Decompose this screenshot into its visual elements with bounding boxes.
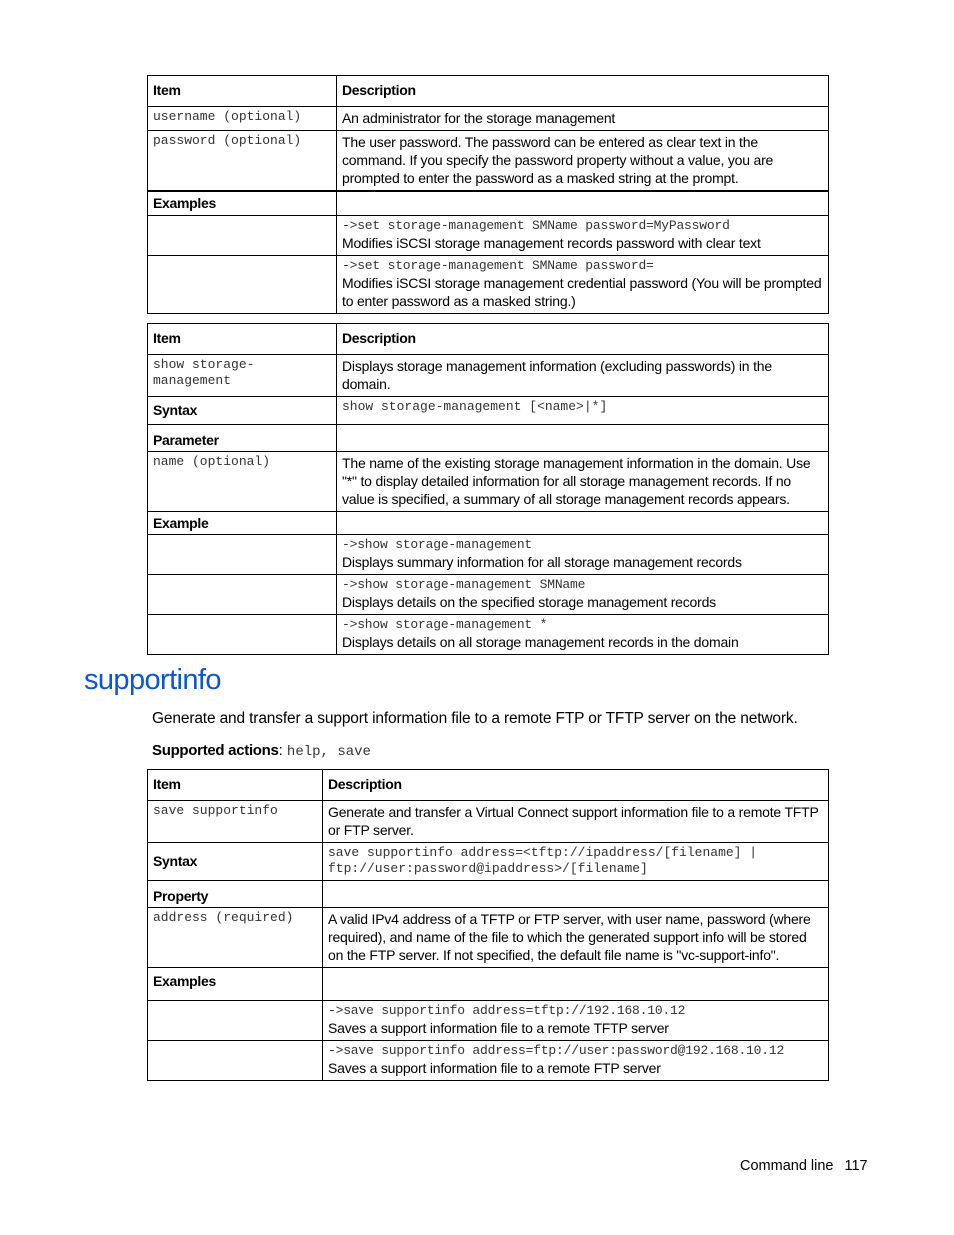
supported-actions-separator: :	[278, 742, 283, 759]
syntax-label: Syntax	[148, 843, 323, 881]
command-name: save supportinfo	[148, 801, 323, 843]
supported-actions-label: Supported actions	[152, 742, 279, 759]
example-description: Displays summary information for all storage management records	[342, 554, 742, 570]
table-row	[148, 801, 829, 843]
table-header-row	[148, 76, 829, 107]
example-row	[148, 216, 829, 256]
example-command: ->set storage-management SMName password=MyPassword	[342, 218, 730, 233]
examples-label: Examples	[148, 191, 337, 216]
parameter-name: name (optional)	[148, 452, 337, 512]
example-command: ->show storage-management *	[342, 617, 548, 632]
example-command: ->show storage-management	[342, 537, 533, 552]
page-footer	[740, 1158, 868, 1174]
example-command: ->set storage-management SMName password=	[342, 258, 654, 273]
supported-actions-value: help, save	[286, 744, 371, 760]
examples-label-row	[148, 968, 829, 1001]
property-password-description: The user password. The password can be entered as clear text in the command. If you specify the password property without a value, you are prompted to enter the password as a masked string at the prompt.	[337, 131, 829, 192]
supportinfo-table	[147, 769, 829, 1081]
set-storage-management-table	[147, 75, 829, 314]
parameter-label: Parameter	[148, 425, 337, 452]
table-row	[148, 107, 829, 131]
example-row	[148, 575, 829, 615]
command-name: show storage-management	[148, 355, 337, 397]
command-description: Generate and transfer a Virtual Connect support information file to a remote TFTP or FTP server.	[323, 801, 829, 843]
example-row	[148, 1001, 829, 1041]
property-username: username (optional)	[148, 107, 337, 131]
example-description: Saves a support information file to a remote TFTP server	[328, 1020, 669, 1036]
example-row	[148, 1041, 829, 1081]
example-row	[148, 256, 829, 314]
example-command: ->save supportinfo address=ftp://user:password@192.168.10.12	[328, 1043, 785, 1058]
example-description: Displays details on all storage management records in the domain	[342, 634, 739, 650]
example-description: Displays details on the specified storage management records	[342, 594, 716, 610]
parameter-description: The name of the existing storage management information in the domain. Use "*" to display detailed information for all storage management records. If no value is specified, a summary of all storage management records appears.	[337, 452, 829, 512]
examples-label: Examples	[148, 968, 323, 1001]
header-item: Item	[148, 770, 323, 801]
show-storage-management-table	[147, 323, 829, 655]
table-row	[148, 908, 829, 968]
section-intro: Generate and transfer a support information file to a remote FTP or TFTP server on the network.	[152, 710, 798, 727]
section-title: supportinfo	[84, 664, 221, 696]
example-row	[148, 615, 829, 655]
header-item: Item	[148, 324, 337, 355]
footer-section: Command line	[740, 1158, 834, 1174]
header-description: Description	[337, 76, 829, 107]
page-number: 117	[844, 1158, 868, 1174]
example-label-row	[148, 512, 829, 535]
example-label: Example	[148, 512, 337, 535]
property-label-row	[148, 881, 829, 908]
syntax-row	[148, 843, 829, 881]
table-row	[148, 452, 829, 512]
parameter-label-row	[148, 425, 829, 452]
table-header-row	[148, 324, 829, 355]
table-header-row	[148, 770, 829, 801]
example-command: ->save supportinfo address=tftp://192.168.10.12	[328, 1003, 686, 1018]
property-username-description: An administrator for the storage management	[337, 107, 829, 131]
table-row	[148, 131, 829, 192]
syntax-value: save supportinfo address=<tftp://ipaddress/[filename] | ftp://user:password@ipaddress>/[filename]	[323, 843, 829, 881]
header-description: Description	[337, 324, 829, 355]
examples-label-row	[148, 191, 829, 216]
syntax-value: show storage-management [<name>|*]	[337, 397, 829, 425]
example-command: ->show storage-management SMName	[342, 577, 586, 592]
supported-actions	[152, 742, 371, 760]
syntax-label: Syntax	[148, 397, 337, 425]
header-description: Description	[323, 770, 829, 801]
example-description: Modifies iSCSI storage management records password with clear text	[342, 235, 761, 251]
property-address: address (required)	[148, 908, 323, 968]
syntax-row	[148, 397, 829, 425]
property-label: Property	[148, 881, 323, 908]
property-address-description: A valid IPv4 address of a TFTP or FTP server, with user name, password (where required), and name of the file to which the generated support info will be stored on the FTP server. If not specified, the default file name is "vc-support-info".	[323, 908, 829, 968]
example-description: Saves a support information file to a remote FTP server	[328, 1060, 661, 1076]
example-description: Modifies iSCSI storage management credential password (You will be prompted to enter password as a masked string.)	[342, 275, 822, 309]
example-row	[148, 535, 829, 575]
header-item: Item	[148, 76, 337, 107]
command-description: Displays storage management information (excluding passwords) in the domain.	[337, 355, 829, 397]
property-password: password (optional)	[148, 131, 337, 192]
table-row	[148, 355, 829, 397]
